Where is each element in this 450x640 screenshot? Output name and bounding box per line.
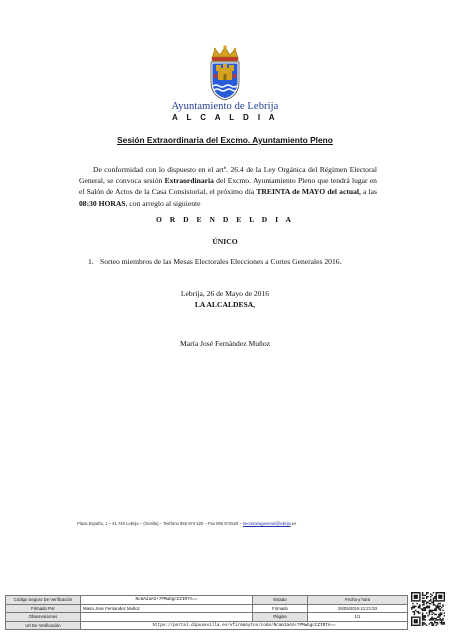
footer-email-suffix: .es (290, 521, 297, 526)
footer-address (77, 521, 296, 526)
place-and-date: Lebrija, 26 de Mayo de 2016 (180, 289, 270, 298)
verification-row-url (6, 621, 408, 630)
convocation-paragraph (79, 164, 377, 209)
csv-value: NcmA2aAX+7PMwbgcCZIRTA== (81, 596, 253, 605)
status-value: Firmado (253, 604, 308, 613)
session-time: 08:30 HORAS (79, 198, 126, 208)
agenda-item (88, 257, 341, 266)
verification-row-observations (6, 613, 408, 622)
organization-name: Ayuntamiento de Lebrija (171, 101, 279, 112)
footer-address-text: Plaza España, 1 – 41.740 Lebrija – (Sevilla) – Teléfono 955 974 525 – Fax 955 972520 – (77, 521, 243, 526)
observations-value (81, 613, 253, 622)
coat-of-arms-icon (203, 44, 247, 102)
page-value: 1/1 (308, 613, 408, 622)
document-title: Sesión Extraordinaria del Excmo. Ayuntamiento Pleno (117, 135, 333, 145)
body-text-3: a las (360, 187, 377, 197)
csv-label: Código Seguro De Verificación (6, 596, 81, 605)
observations-label: Observaciones (6, 613, 81, 622)
agenda-unico: ÚNICO (212, 237, 238, 246)
verification-row-signer (6, 604, 408, 613)
body-text-2: del Excmo. Ayuntamiento Pleno que tendrá lugar en el Salón de Actos de la Casa Consistorial, el próximo día (79, 176, 377, 197)
datetime-label: Fecha y hora (308, 596, 408, 605)
verification-table (5, 595, 408, 630)
page-label: Página (253, 613, 308, 622)
verification-url-link[interactable]: https://portal.dipusevilla.es/vfirmaAytos/code/NcmA2aAX+7PMwbgcCZIRTA== (81, 621, 408, 630)
department-heading: A L C A L D I A (172, 113, 278, 122)
agenda-item-number: 1. (88, 257, 94, 266)
signatory-title: LA ALCALDESA, (194, 300, 256, 309)
signed-by-label: Firmado Por (6, 604, 81, 613)
footer-email-link[interactable]: secretariageneral@lebrija (242, 521, 291, 526)
datetime-value: 26/05/2016 11:21:53 (308, 604, 408, 613)
qr-code-icon (411, 592, 445, 626)
body-text-4: , con arreglo al siguiente (125, 198, 201, 208)
agenda-item-text: Sorteo miembros de las Mesas Electorales Elecciones a Cortes Generales 2016. (100, 257, 342, 266)
signed-by-value: Maria Jose Fernandez Muñoz (81, 604, 253, 613)
signatory-name: María José Fernández Muñoz (179, 339, 271, 348)
agenda-heading: O R D E N D E L D I A (155, 215, 295, 224)
session-date: TREINTA de MAYO del actual, (256, 187, 361, 197)
url-label: Url De Verificación (6, 621, 81, 630)
status-label: Estado (253, 596, 308, 605)
verification-row-csv (6, 596, 408, 605)
session-type: Extraordinaria (164, 176, 214, 186)
body-text-1: De conformidad con lo dispuesto en el artº. 26.4 de la Ley Orgánica del Régimen Electoral General, se convoca sesión (79, 165, 377, 186)
